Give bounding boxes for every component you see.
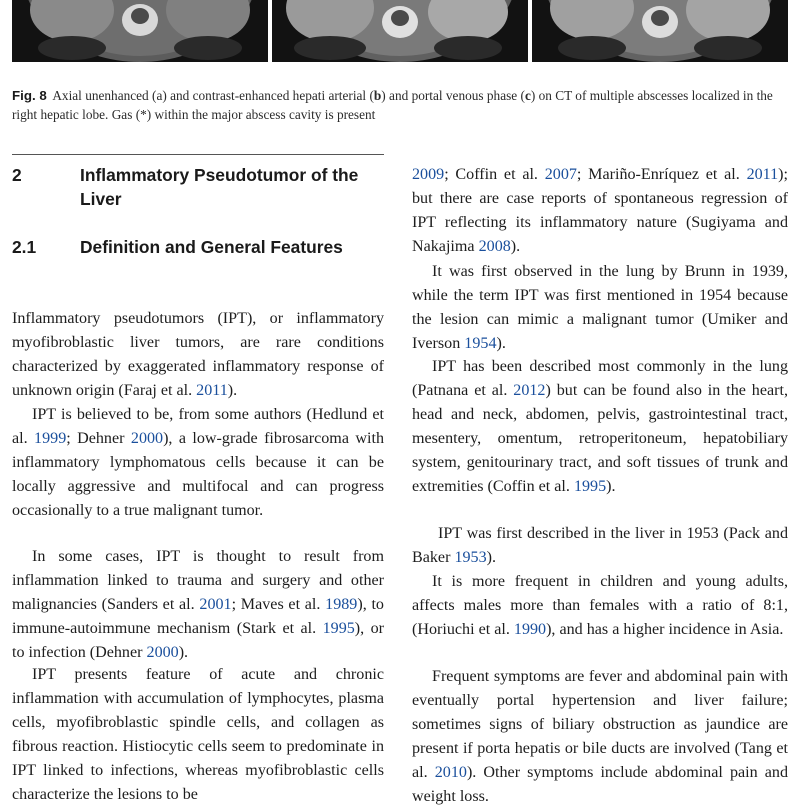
citation-link[interactable]: 1953 — [454, 549, 487, 566]
citation-link[interactable]: 1995 — [322, 620, 355, 637]
ct-panel-b — [272, 0, 528, 62]
section-number: 2 — [12, 165, 22, 185]
text: ); but there are case reports of spontaneous regression of IPT reflecting its inflammatory nature (Sugiyama and Nakajima — [412, 166, 788, 255]
text: ). Other symptoms include abdominal pain and weight loss. — [412, 764, 788, 805]
caption-text-3: ) on CT of multiple abscesses localized in the right hepatic lobe. Gas (*) within the major abscess cavity is present — [12, 88, 773, 122]
caption-c: c — [524, 88, 531, 103]
right-paragraph-5 — [412, 665, 788, 809]
citation-link[interactable]: 2011 — [746, 166, 779, 183]
citation-link[interactable]: 2012 — [513, 382, 546, 399]
text: In some cases, IPT is thought to result from inflammation linked to trauma and surgery and other malignancies (Sanders et al. — [12, 548, 384, 613]
ct-panel-c — [532, 0, 788, 62]
text: IPT has been described most commonly in the lung (Patnana et al. — [412, 358, 788, 399]
citation-link[interactable]: 2000 — [130, 430, 164, 447]
text: ), to immune-autoimmune mechanism (Stark et al. — [12, 596, 384, 637]
section-divider — [12, 154, 384, 155]
text: Frequent symptoms are fever and abdominal pain with eventually portal hypertension and liver failure; sometimes signs of biliary obstruction as jaundice are present if porta hepatis or bile ducts are involved (Tang et al. — [412, 668, 788, 781]
text: ), and has a higher incidence in Asia. — [546, 621, 784, 638]
text: IPT was first described in the liver in 1953 (Pack and Baker — [412, 525, 788, 566]
citation-link[interactable]: 2000 — [146, 644, 179, 661]
citation-link[interactable]: 2010 — [434, 764, 467, 781]
citation-link[interactable]: 1999 — [34, 430, 67, 447]
text: ; Maves et al. — [231, 596, 326, 613]
text: ). — [606, 478, 616, 495]
ct-panel-a — [12, 0, 268, 62]
citation-link[interactable]: 1954 — [464, 335, 497, 352]
left-paragraph-1 — [12, 307, 384, 403]
left-paragraph-3 — [12, 545, 384, 665]
figure-label: Fig. 8 — [12, 88, 47, 103]
citation-link[interactable]: 1990 — [513, 621, 547, 638]
subsection-number: 2.1 — [12, 237, 37, 257]
right-paragraph-2 — [412, 355, 788, 499]
text: ). — [178, 644, 189, 661]
figure-caption — [12, 86, 788, 124]
caption-text-2: ) and portal venous phase ( — [381, 88, 525, 103]
subsection-heading — [12, 235, 384, 285]
text: IPT is believed to be, from some authors (Hedlund et al. — [12, 406, 384, 447]
right-paragraph-3 — [412, 522, 788, 570]
text: ; Mariño-Enríquez et al. — [576, 166, 747, 183]
citation-link[interactable]: 1989 — [325, 596, 358, 613]
citation-link[interactable]: 1995 — [573, 478, 607, 495]
right-paragraph-4 — [412, 570, 788, 642]
citation-link[interactable]: 2009 — [412, 166, 445, 183]
caption-text-1: Axial unenhanced (a) and contrast-enhanced hepati arterial ( — [52, 88, 374, 103]
right-paragraph-0 — [412, 163, 788, 259]
figure-8-image-strip — [12, 0, 788, 62]
text: Inflammatory pseudotumors (IPT), or inflammatory myofibroblastic liver tumors, are rare conditions characterized by exaggerated inflammatory response of unknown origin (Faraj et al. — [12, 310, 384, 399]
citation-link[interactable]: 2007 — [544, 166, 577, 183]
text: ). — [510, 238, 521, 255]
text: ), a low-grade fibrosarcoma with inflammatory lymphomatous cells because it can be locally aggressive and multifocal and can progress occasionally to a true malignant tumor. — [12, 430, 384, 519]
text: ; Dehner — [66, 430, 131, 447]
text: It was first observed in the lung by Brunn in 1939, while the term IPT was first mentioned in 1954 because the lesion can mimic a malignant tumor (Umiker and Iverson — [412, 263, 788, 352]
citation-link[interactable]: 2001 — [199, 596, 232, 613]
section-heading — [12, 163, 384, 213]
citation-link[interactable]: 2011 — [196, 382, 228, 399]
left-paragraph-2 — [12, 403, 384, 523]
citation-link[interactable]: 2008 — [478, 238, 511, 255]
text: ), or to infection (Dehner — [12, 620, 384, 661]
text: ; Coffin et al. — [444, 166, 545, 183]
text: ). — [486, 549, 497, 566]
text: ). — [496, 335, 506, 352]
text: IPT presents feature of acute and chronic inflammation with accumulation of lymphocytes, plasma cells, myofibroblastic spindle cells, and collagen as fibrous reaction. Histiocytic cells seem to predominate in IPT linked to infections, whereas myofibroblastic cells characterize the lesions to be — [12, 666, 384, 803]
left-paragraph-4 — [12, 663, 384, 807]
text: It is more frequent in children and young adults, affects males more than females with a ratio of 8:1, (Horiuchi et al. — [412, 573, 788, 638]
subsection-title: Definition and General Features — [80, 237, 343, 257]
text: ) but can be found also in the heart, head and neck, abdomen, pelvis, gastrointestinal tract, mesentery, omentum, retroperitoneum, hepatobiliary system, genitourinary tract, and soft tissues of trunk and extremities (Coffin et al. — [412, 382, 788, 495]
caption-b: b — [373, 88, 382, 103]
text: ). — [227, 382, 238, 399]
right-paragraph-1 — [412, 260, 788, 356]
section-title: Inflammatory Pseudotumor of the Liver — [80, 165, 359, 209]
